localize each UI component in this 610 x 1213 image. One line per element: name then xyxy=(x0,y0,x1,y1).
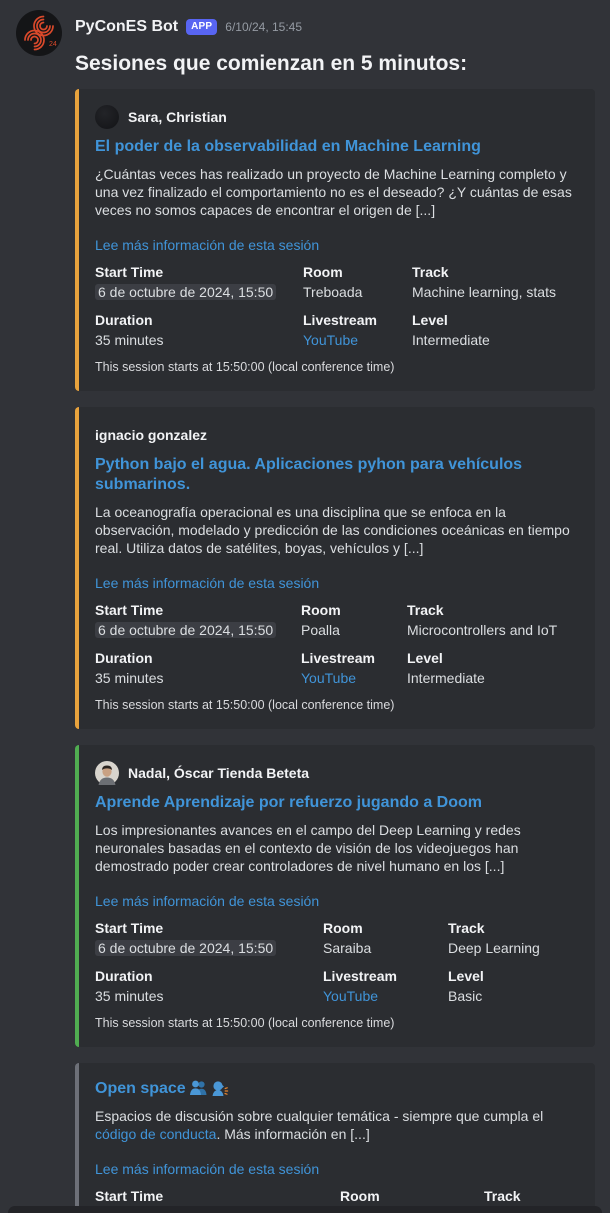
field-level: Level Intermediate xyxy=(412,312,490,348)
read-more-link[interactable]: Lee más información de esta sesión xyxy=(95,575,320,591)
field-livestream: Livestream YouTube xyxy=(323,968,397,1004)
session-description: Los impresionantes avances en el campo del Deep Learning y redes neuronales basadas en el contexto de visión de los videojuegos han demostrado poder crear controladores de nivel humano en los [...] xyxy=(95,822,521,874)
session-author-row xyxy=(95,105,579,129)
speaker-avatar xyxy=(95,105,119,129)
description-text: . Más información en [...] xyxy=(216,1126,370,1142)
session-title-link[interactable]: Open space xyxy=(95,1080,186,1097)
session-card xyxy=(75,407,595,729)
session-title-link[interactable]: Aprende Aprendizaje por refuerzo jugando a Doom xyxy=(95,794,482,811)
speaker-avatar xyxy=(95,761,119,785)
session-fields xyxy=(95,919,579,1006)
code-of-conduct-link[interactable]: código de conducta xyxy=(95,1126,217,1142)
session-footer: This session starts at 15:50:00 (local conference time) xyxy=(95,698,395,712)
read-more-link[interactable]: Lee más información de esta sesión xyxy=(95,1161,320,1177)
field-start-time: Start Time 6 de octubre de 2024, 15:50 xyxy=(95,601,301,640)
bot-avatar[interactable] xyxy=(16,10,62,56)
message-composer-edge[interactable] xyxy=(8,1206,602,1213)
read-more-link[interactable]: Lee más información de esta sesión xyxy=(95,893,320,909)
session-fields xyxy=(95,263,579,350)
session-card xyxy=(75,745,595,1047)
message-header xyxy=(75,16,596,38)
app-badge: APP xyxy=(186,19,217,35)
youtube-link[interactable]: YouTube xyxy=(323,988,379,1004)
speaker-name: Nadal, Óscar Tienda Beteta xyxy=(128,765,310,781)
session-footer: This session starts at 15:50:00 (local conference time) xyxy=(95,360,395,374)
field-track: Track Deep Learning xyxy=(448,920,540,956)
speaking-head-emoji xyxy=(211,1079,229,1096)
session-card xyxy=(75,89,595,391)
field-room: Room xyxy=(340,1188,380,1204)
field-track: Track xyxy=(484,1188,521,1204)
field-start-time: Start Time xyxy=(95,1188,164,1204)
field-room: Room Poalla xyxy=(301,602,341,638)
youtube-link[interactable]: YouTube xyxy=(303,332,359,348)
session-description: ¿Cuántas veces has realizado un proyecto de Machine Learning completo y una vez finalizado el comportamiento no es el deseado? ¿Y cuántas de esas veces no somos capaces de encontrar el origen de [...] xyxy=(95,166,572,218)
session-title-link[interactable]: El poder de la observabilidad en Machine Learning xyxy=(95,138,481,155)
session-title xyxy=(95,455,579,495)
session-title xyxy=(95,137,579,157)
field-level: Level Basic xyxy=(448,968,484,1004)
session-author-row xyxy=(95,761,579,785)
field-room: Room Treboada xyxy=(303,264,363,300)
busts-in-silhouette-emoji xyxy=(189,1079,208,1096)
description-text: Espacios de discusión sobre cualquier temática - siempre que cumpla el xyxy=(95,1108,544,1124)
field-track: Track Machine learning, stats xyxy=(412,264,556,300)
field-duration: Duration 35 minutes xyxy=(95,312,164,348)
read-more xyxy=(95,1160,579,1178)
session-fields xyxy=(95,601,579,688)
field-livestream: Livestream YouTube xyxy=(303,312,377,348)
session-card xyxy=(75,1063,595,1213)
session-footer: This session starts at 15:50:00 (local conference time) xyxy=(95,1016,395,1030)
message-timestamp: 6/10/24, 15:45 xyxy=(225,20,303,34)
session-title-link[interactable]: Python bajo el agua. Aplicaciones pyhon para vehículos submarinos. xyxy=(95,456,523,493)
read-more xyxy=(95,892,579,910)
read-more xyxy=(95,236,579,254)
field-room: Room Saraiba xyxy=(323,920,372,956)
session-description xyxy=(95,1107,579,1143)
session-title xyxy=(95,1079,579,1099)
bot-username[interactable]: PyConES Bot xyxy=(75,18,179,35)
session-author-row xyxy=(95,423,579,447)
field-track: Track Microcontrollers and IoT xyxy=(407,602,558,638)
session-description: La oceanografía operacional es una disciplina que se enfoca en la observación, modelado y predicción de las condiciones oceánicas en tiempo real. Utiliza datos de satélites, boyas, vehículos y [...] xyxy=(95,504,570,556)
speaker-name: Sara, Christian xyxy=(128,109,227,125)
field-start-time: Start Time 6 de octubre de 2024, 15:50 xyxy=(95,263,303,302)
field-duration: Duration 35 minutes xyxy=(95,968,164,1004)
speaker-name: ignacio gonzalez xyxy=(95,427,208,443)
timestamp-chip: 6 de octubre de 2024, 15:50 xyxy=(95,284,276,300)
message-heading: Sesiones que comienzan en 5 minutos: xyxy=(75,52,468,75)
read-more xyxy=(95,574,579,592)
pycones-logo-icon xyxy=(16,10,62,56)
svg-text:24: 24 xyxy=(49,41,57,48)
field-duration: Duration 35 minutes xyxy=(95,650,164,686)
speaker-photo-icon xyxy=(95,761,119,785)
field-level: Level Intermediate xyxy=(407,650,485,686)
read-more-link[interactable]: Lee más información de esta sesión xyxy=(95,237,320,253)
timestamp-chip: 6 de octubre de 2024, 15:50 xyxy=(95,622,276,638)
session-title xyxy=(95,793,579,813)
youtube-link[interactable]: YouTube xyxy=(301,670,357,686)
field-start-time: Start Time 6 de octubre de 2024, 15:50 xyxy=(95,919,323,958)
timestamp-chip: 6 de octubre de 2024, 15:50 xyxy=(95,940,276,956)
session-fields xyxy=(95,1187,579,1206)
field-livestream: Livestream YouTube xyxy=(301,650,375,686)
